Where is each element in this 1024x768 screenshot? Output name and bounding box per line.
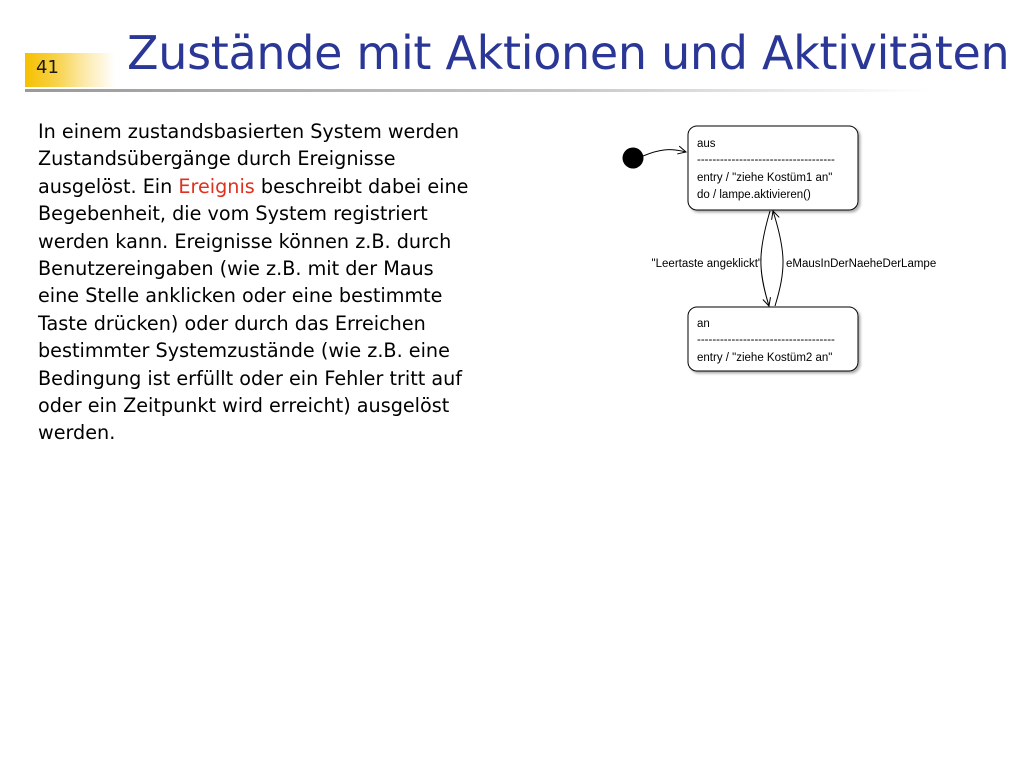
body-text — [38, 118, 478, 447]
state-aus-name: aus — [697, 138, 716, 150]
initial-transition-arrow — [643, 150, 686, 156]
transition-an-to-aus — [773, 211, 783, 306]
state-diagram-svg — [600, 112, 980, 384]
highlight-term: Ereignis — [178, 174, 255, 198]
state-an-name: an — [697, 318, 710, 330]
title-underline — [25, 89, 930, 92]
slide-number: 41 — [36, 57, 59, 78]
state-aus-separator: ------------------------------------ — [697, 154, 835, 166]
state-aus-do: do / lampe.aktivieren() — [697, 189, 811, 201]
transition-aus-to-an — [761, 211, 770, 306]
slide-title: Zustände mit Aktionen und Aktivitäten — [127, 26, 1010, 80]
state-an-separator: ------------------------------------ — [697, 334, 835, 346]
transition-label-leertaste: "Leertaste angeklickt" — [651, 258, 762, 270]
body-text-before: In einem zustandsbasierten System werden Zustandsübergänge durch Ereignisse ausgelöst. Ein — [38, 120, 460, 198]
body-text-after: beschreibt dabei eine Begebenheit, die vom System registriert werden kann. Ereignisse können z.B. durch Benutzereingaben (wie z.B. mit der Maus eine Stelle anklicken oder eine bestimmte Taste drücken) oder durch das Erreichen bestimmter Systemzustände (wie z.B. eine Bedingung ist erfüllt oder ein Fehler tritt auf oder ein Zeitpunkt wird erreicht) ausgelöst werden. — [38, 174, 469, 445]
state-diagram — [600, 112, 980, 384]
transition-label-maus: eMausInDerNaeheDerLampe — [786, 258, 937, 270]
state-an-entry: entry / "ziehe Kostüm2 an" — [697, 352, 833, 364]
state-aus-entry: entry / "ziehe Kostüm1 an" — [697, 172, 833, 184]
initial-state-dot — [623, 148, 644, 169]
